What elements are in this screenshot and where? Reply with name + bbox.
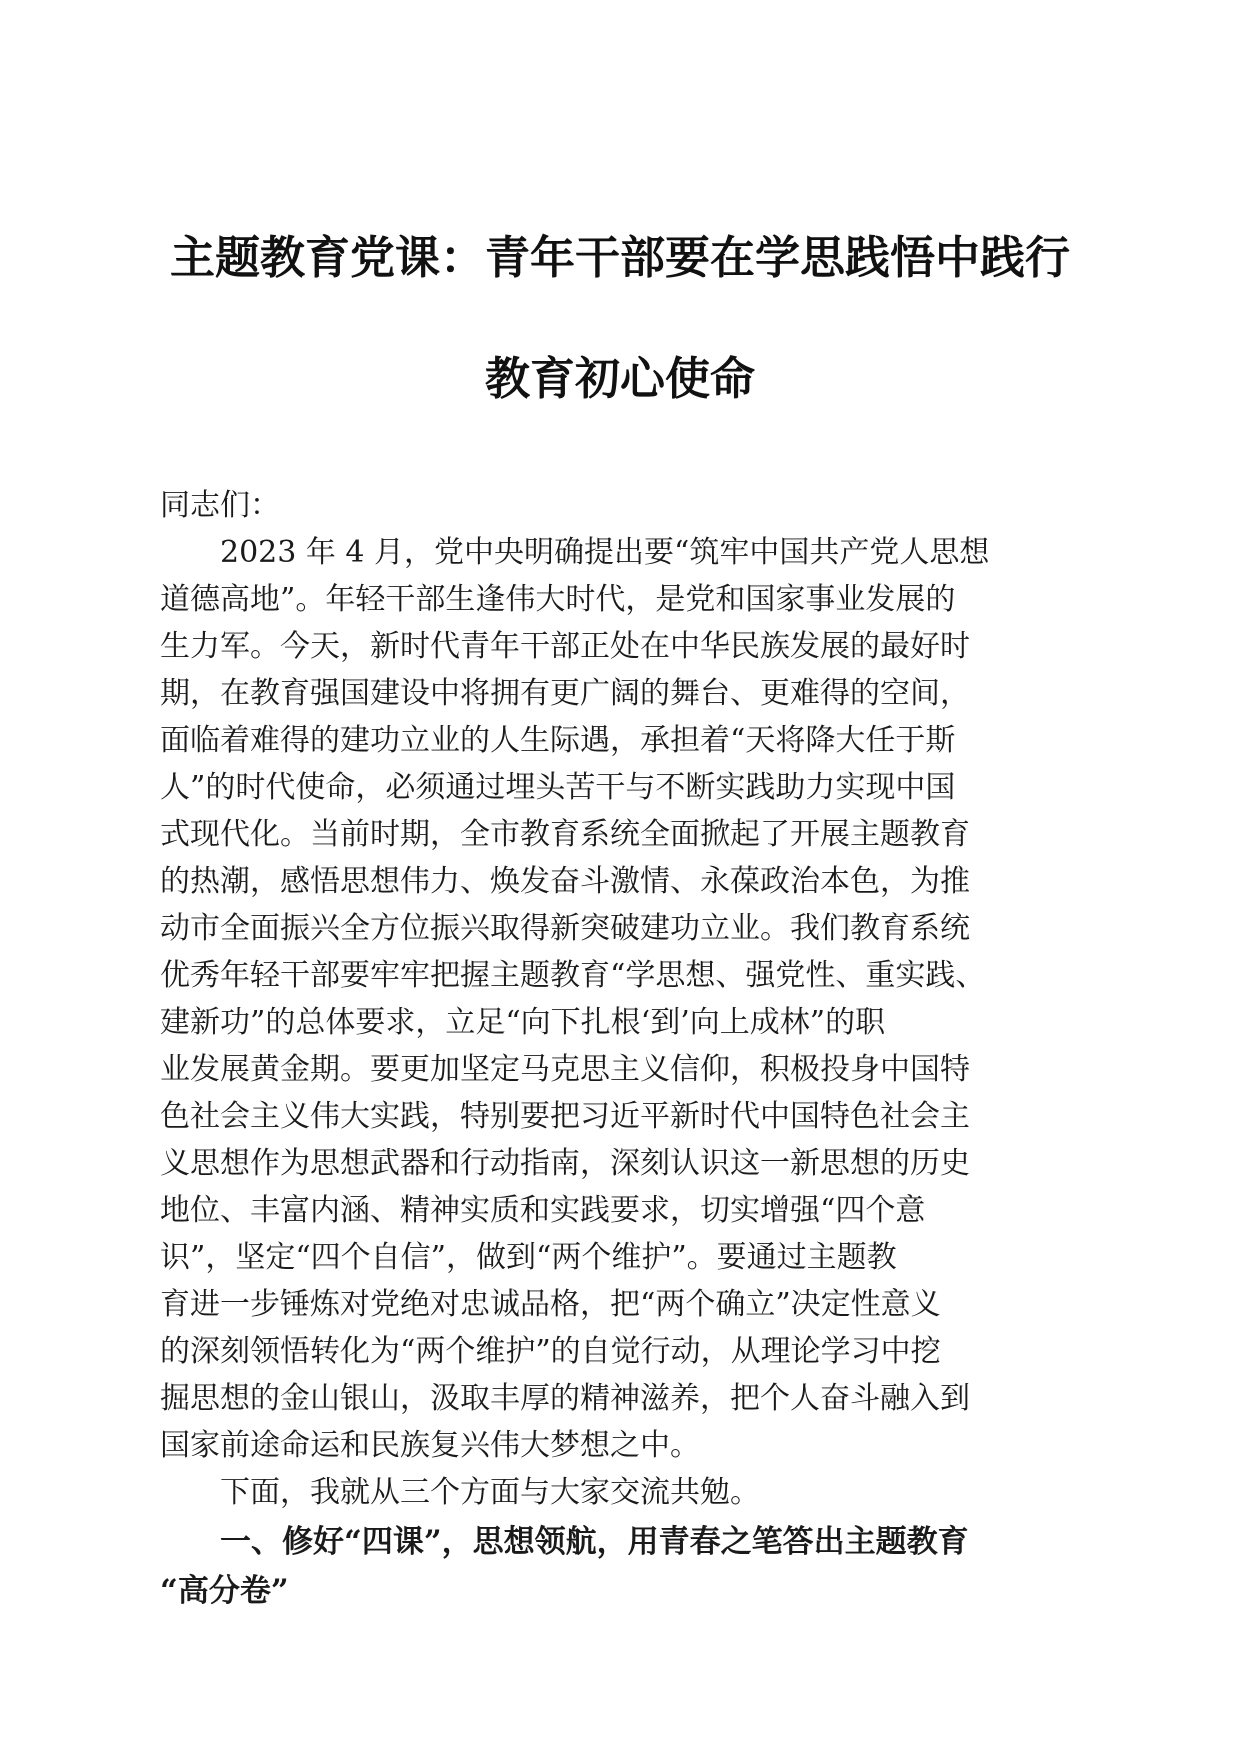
paragraph-1-line: 生力军。今天，新时代青年干部正处在中华民族发展的最好时 (160, 629, 970, 664)
paragraph-1-line: 色社会主义伟大实践，特别要把习近平新时代中国特色社会主 (160, 1099, 970, 1134)
paragraph-1-line: 业发展黄金期。要更加坚定马克思主义信仰，积极投身中国特 (160, 1052, 970, 1087)
paragraph-1-line: 动市全面振兴全方位振兴取得新突破建功立业。我们教育系统 (160, 911, 970, 946)
document-title-line-2: 教育初心使命 (484, 352, 755, 405)
paragraph-1-line: 式现代化。当前时期，全市教育系统全面掀起了开展主题教育 (160, 817, 970, 852)
paragraph-2: 下面，我就从三个方面与大家交流共勉。 (220, 1475, 760, 1510)
paragraph-1-line: 国家前途命运和民族复兴伟大梦想之中。 (160, 1428, 700, 1463)
paragraph-1-line: 的深刻领悟转化为“两个维护”的自觉行动，从理论学习中挖 (160, 1334, 941, 1369)
paragraph-1-line: 期，在教育强国建设中将拥有更广阔的舞台、更难得的空间， (160, 676, 970, 711)
paragraph-1-line: 优秀年轻干部要牢牢把握主题教育“学思想、强党性、重实践、 (160, 958, 986, 993)
paragraph-1-line: 义思想作为思想武器和行动指南，深刻认识这一新思想的历史 (160, 1146, 970, 1181)
section-heading-line-1: 一、修好“四课”，思想领航，用青春之笔答出主题教育 (220, 1524, 969, 1560)
paragraph-1-line: 2023 年 4 月，党中央明确提出要“筑牢中国共产党人思想 (220, 535, 990, 570)
paragraph-1-line: 建新功”的总体要求，立足“向下扎根‘到’向上成林”的职 (160, 1005, 886, 1040)
paragraph-1-line: 人”的时代使命，必须通过埋头苦干与不断实践助力实现中国 (160, 770, 956, 805)
document-title-line-1: 主题教育党课：青年干部要在学思践悟中践行 (169, 231, 1070, 284)
paragraph-1-line: 面临着难得的建功立业的人生际遇，承担着“天将降大任于斯 (160, 723, 956, 758)
paragraph-1-line: 识”，坚定“四个自信”，做到“两个维护”。要通过主题教 (160, 1240, 897, 1275)
paragraph-1-line: 的热潮，感悟思想伟力、焕发奋斗激情、永葆政治本色，为推 (160, 864, 970, 899)
salutation: 同志们： (160, 488, 280, 523)
paragraph-1-line: 地位、丰富内涵、精神实质和实践要求，切实增强“四个意 (160, 1193, 926, 1228)
paragraph-1-line: 育进一步锤炼对党绝对忠诚品格，把“两个确立”决定性意义 (160, 1287, 941, 1322)
paragraph-1-line: 道德高地”。年轻干部生逢伟大时代，是党和国家事业发展的 (160, 582, 956, 617)
paragraph-1-line: 掘思想的金山银山，汲取丰厚的精神滋养，把个人奋斗融入到 (160, 1381, 970, 1416)
section-heading-line-2: “高分卷” (160, 1573, 289, 1609)
